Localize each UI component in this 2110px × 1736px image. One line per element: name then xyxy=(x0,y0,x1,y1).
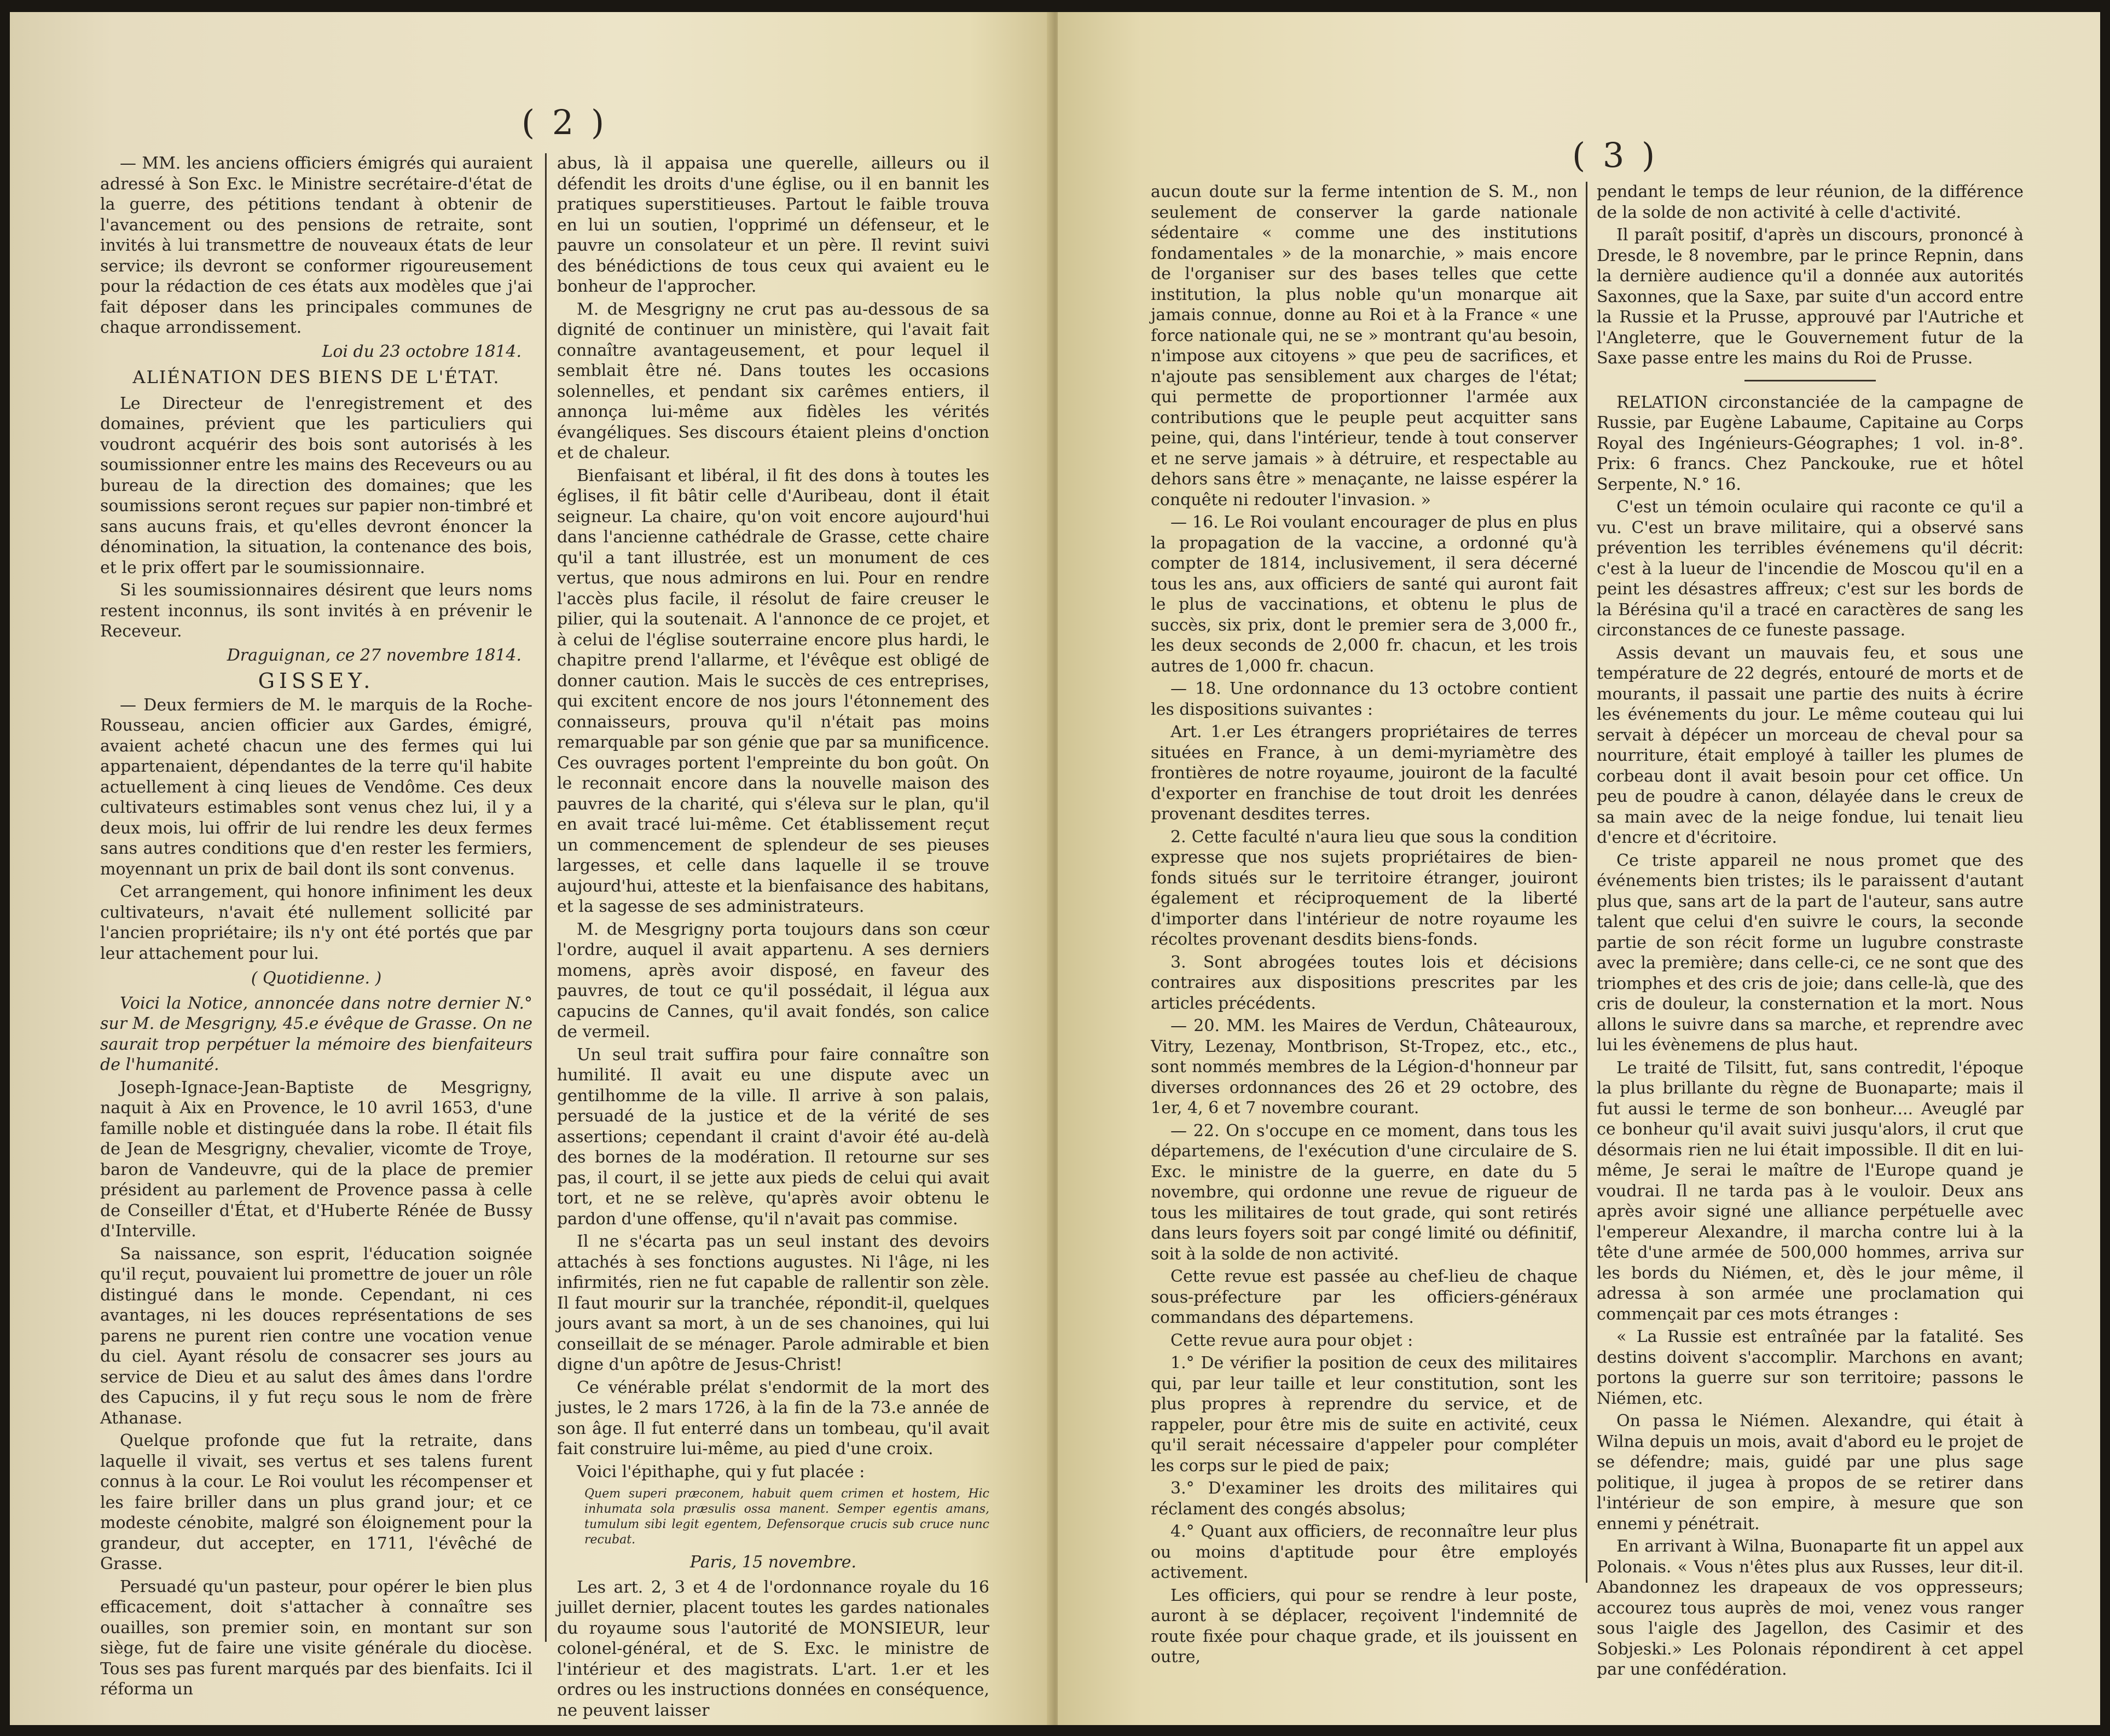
page-number: ( 3 ) xyxy=(1572,135,1659,175)
page-2 xyxy=(10,12,1052,1725)
paragraph: Persuadé qu'un pasteur, pour opérer le bien plus efficacement, doit s'attacher à connaître ses ouailles, son premier soin, en montant sur son siège, fut de faire une visite générale du diocèse. Tous ses pas furent marqués par des bienfaits. Ici il réforma un xyxy=(100,1577,532,1699)
paragraph: 4.° Quant aux officiers, de reconnaître leur plus ou moins d'aptitude pour être employés activement. xyxy=(1151,1522,1578,1582)
page-number: ( 2 ) xyxy=(521,102,608,142)
paragraph: Art. 1.er Les étrangers propriétaires de terres situées en France, à un demi-myriamètre des frontières de notre royaume, jouiront de la faculté d'exporter en franchise de tout droit les denrées provenant desdites terres. xyxy=(1151,722,1578,824)
source-credit: ( Quotidienne. ) xyxy=(251,969,382,988)
paragraph: 2. Cette faculté n'aura lieu que sous la condition expresse que nos sujets propriétaires de bien-fonds situés sur le territoire étranger, jouiront également et réciproquement de la liberté d'importer dans l'intérieur de notre royaume les récoltes provenant desdits biens-fonds. xyxy=(1151,827,1578,949)
section-rule xyxy=(1744,380,1876,381)
paragraph: Voici l'épithaphe, qui y fut placée : xyxy=(577,1462,865,1482)
paragraph: M. de Mesgrigny ne crut pas au-dessous de sa dignité de continuer un ministère, qui l'avait fait connaître avantageusement, et pour lequel il semblait être né. Dans toutes les occasions solennelles, et pendant six carêmes entiers, il annonça lui-même aux fidèles les vérités évangéliques. Ses discours étaient pleins d'onction et de chaleur. xyxy=(557,299,989,462)
paragraph: 3.° D'examiner les droits des militaires qui réclament des congés absolus; xyxy=(1151,1479,1578,1519)
paragraph: — MM. les anciens officiers émigrés qui auraient adressé à Son Exc. le Ministre secrétaire-d'état de la guerre, des pétitions tendant à obtenir de l'avancement ou des pensions de retraite, sont invités à lui transmettre de nouveaux états de leur service; ils devront se conformer rigoureusement pour la rédaction de ces états aux modèles que j'ai fait déposer dans les principales communes de chaque arrondissement. xyxy=(100,154,532,337)
column-4 xyxy=(1597,182,2024,1703)
paragraph: — 18. Une ordonnance du 13 octobre contient les dispositions suivantes : xyxy=(1151,679,1578,719)
dateline: Loi du 23 octobre 1814. xyxy=(322,342,521,361)
paragraph: Si les soumissionnaires désirent que leurs noms restent inconnus, ils sont invités à en prévenir le Receveur. xyxy=(100,581,532,641)
paragraph: Cet arrangement, qui honore infiniment les deux cultivateurs, n'avait été nullement sollicité par l'ancien propriétaire; ils n'y ont été portés que par leur attachement pour lui. xyxy=(100,882,532,963)
newspaper-spread xyxy=(10,12,2100,1725)
book-notice: RELATION circonstanciée de la campagne de Russie, par Eugène Labaume, Capitaine au Corps Royal des Ingénieurs-Géographes; 1 vol. in-8°. Prix: 6 francs. Chez Panckouke, rue et hôtel Serpente, N.° 16. xyxy=(1597,392,2024,494)
paragraph: Les officiers, qui pour se rendre à leur poste, auront à se déplacer, reçoivent l'indemnité de route fixée pour chaque grade, et ils jouissent en outre, xyxy=(1151,1585,1578,1666)
paragraph: — 20. MM. les Maires de Verdun, Châteauroux, Vitry, Lezenay, Montbrison, St-Tropez, etc., etc., sont nommés membres de la Légion-d'honneur par diverses ordonnances des 26 et 29 octobre, des 1er, 4, 6 et 7 novembre courant. xyxy=(1151,1016,1578,1118)
paragraph: — 22. On s'occupe en ce moment, dans tous les départemens, de l'exécution d'une circulaire de S. Exc. le ministre de la guerre, en date du 5 novembre, qui ordonne une revue de rigueur de tous les militaires de tout grade, qui sont retirés dans leurs foyers soit par congé limité ou définitif, soit à la solde de non activité. xyxy=(1151,1121,1578,1264)
paragraph: Assis devant un mauvais feu, et sous une température de 22 degrés, entouré de morts et de mourants, il passait une partie des nuits à écrire les événements du jour. Le même couteau qui lui servait à dépécer un morceau de cheval pour sa nourriture, était employé à tailler les plumes de corbeau dont il avait besoin pour cet office. Un peu de poudre à canon, délayée dans le creux de sa main avec de la neige fondue, lui tenait lieu d'encre et d'écritoire. xyxy=(1597,643,2024,847)
paragraph: Il ne s'écarta pas un seul instant des devoirs attachés à ses fonctions augustes. Ni l'âge, ni les infirmités, rien ne fut capable de rallentir son zèle. Il faut mourir sur la tranchée, répondit-il, quelques jours avant sa mort, à un de ses chanoines, qui lui conseillait de se ménager. Parole admirable et bien digne d'un apôtre de Jesus-Christ! xyxy=(557,1232,989,1374)
column-3 xyxy=(1151,182,1578,1703)
paragraph: Ce vénérable prélat s'endormit de la mort des justes, le 2 mars 1726, à la fin de la 73.e année de son âge. Il fut enterré dans un tombeau, qu'il avait fait construire lui-même, au pied d'une croix. xyxy=(557,1378,989,1459)
paragraph: M. de Mesgrigny porta toujours dans son cœur l'ordre, auquel il avait appartenu. A ses derniers momens, après avoir disposé, en faveur des pauvres, de tout ce qu'il possédait, il légua aux capucins de Cannes, qu'il avait fondés, son calice de vermeil. xyxy=(557,919,989,1041)
paragraph: Le traité de Tilsitt, fut, sans contredit, l'époque la plus brillante du règne de Buonaparte; mais il fut aussi le terme de son bonheur.... Aveuglé par ce bonheur qu'il avait suivi jusqu'alors, il crut que désormais rien ne lui était impossible. Il dit en lui-même, Je serai le maître de l'Europe quand je voudrai. Il ne tarda pas à le vouloir. Deux ans après avoir signé une alliance perpétuelle avec l'empereur Alexandre, il marcha contre lui à la tête d'une armée de 500,000 hommes, arriva sur les bords du Niémen, et, dès le jour même, il adressa à son armée une proclamation qui commençait par ces mots étranges : xyxy=(1597,1058,2024,1324)
paragraph: 1.° De vérifier la position de ceux des militaires qui, par leur taille et leur constitution, sont les plus propres à reprendre du service, et de rappeler, pour être mis de suite en activité, ceux qu'il serait nécessaire d'appeler pour compléter les corps sur le pied de paix; xyxy=(1151,1353,1578,1475)
paragraph: abus, là il appaisa une querelle, ailleurs ou il défendit les droits d'une église, ou il en bannit les pratiques superstitieuses. Partout le faible trouva en lui un soutien, l'opprimé un défenseur, et le pauvre un consolateur et un père. Il revint suivi des bénédictions de tous ceux qui avaient eu le bonheur de l'approcher. xyxy=(557,154,989,296)
column-divider xyxy=(1586,182,1587,1583)
paragraph: C'est un témoin oculaire qui raconte ce qu'il a vu. C'est un brave militaire, qui a observé sans prévention les terribles événemens qu'il décrit: c'est à la lueur de l'incendie de Moscou qu'il en a peint les désastres affreux; c'est sur les bords de la Bérésina qu'il a tracé en caractères de sang les circonstances de ce funeste passage. xyxy=(1597,497,2024,640)
paragraph: Cette revue aura pour objet : xyxy=(1170,1330,1413,1350)
paragraph: Un seul trait suffira pour faire connaître son humilité. Il avait eu une dispute avec un gentilhomme de la ville. Il arrive à son palais, persuadé de la justice et de la vérité de ses assertions; cependant il craint d'avoir été au-delà des bornes de la modération. Il retourne sur ses pas, il court, il se jette aux pieds de celui qui avait tort, et ne se relève, qu'après avoir obtenu le pardon d'une offense, qu'il n'avait pas commise. xyxy=(557,1045,989,1229)
paragraph: 3. Sont abrogées toutes lois et décisions contraires aux dispositions prescrites par les articles précédents. xyxy=(1151,952,1578,1013)
paragraph: Ce triste appareil ne nous promet que des événements bien tristes; ils le paraissent d'autant plus que, sans art de la part de l'auteur, sans autre talent que celui d'en suivre le cours, la seconde partie de son récit forme un lugubre constraste avec la première; dans celle-ci, ce ne sont que des triomphes et des cris de joie; dans celle-là, que des cris de douleur, la consternation et la mort. Nous allons le suivre dans sa marche, et reprendre avec lui les évènemens de plus haut. xyxy=(1597,850,2024,1055)
section-heading: ALIÉNATION DES BIENS DE L'ÉTAT. xyxy=(132,367,500,387)
paragraph: aucun doute sur la ferme intention de S. M., non seulement de conserver la garde nationale sédentaire « comme une des institutions fondamentales » de la monarchie, » mais encore de l'organiser sur des bases telles que cette institution, la plus noble qu'un monarque ait jamais connue, donne au Roi et à la France « une force nationale qui, ne se » montrant qu'au besoin, n'impose aux citoyens » que peu de sacrifices, et n'ajoute pas sensiblement aux charges de l'état; qui permette de proportionner l'armée aux contributions que le peuple peut acquitter sans peine, qui, dans l'intérieur, tende à tout conserver et ne serve jamais » à détruire, et respectable au dehors sans être » menaçante, ne laisse espérer la conquête ni redouter l'invasion. » xyxy=(1151,182,1578,510)
paragraph: On passa le Niémen. Alexandre, qui était à Wilna depuis un mois, avait d'abord eu le projet de se défendre; mais, guidé par une plus sage politique, il jugea à propos de se retirer dans l'intérieur de son empire, à mesure que son ennemi y pénétrait. xyxy=(1597,1411,2024,1534)
paragraph: « La Russie est entraînée par la fatalité. Ses destins doivent s'accomplir. Marchons en avant; portons la guerre sur son territoire; passons le Niémen, etc. xyxy=(1597,1327,2024,1408)
paragraph: — 16. Le Roi voulant encourager de plus en plus la propagation de la vaccine, a ordonné qu'à compter de 1814, inclusivement, il sera décerné tous les ans, aux officiers de santé qui auront fait le plus de vaccinations, et obtenu le plus de succès, six prix, dont le premier sera de 3,000 fr., les deux seconds de 2,000 fr. chacun, et les trois autres de 1,000 fr. chacun. xyxy=(1151,513,1578,676)
paragraph: Joseph-Ignace-Jean-Baptiste de Mesgrigny, naquit à Aix en Provence, le 10 avril 1653, d'une famille noble et distinguée dans la robe. Il était fils de Jean de Mesgrigny, chevalier, vicomte de Troye, baron de Vandeuvre, qui de la place de premier président au parlement de Provence passa à celle de Conseiller d'État, et d'Huberte Rénée de Bussy d'Interville. xyxy=(100,1078,532,1241)
paragraph: Le Directeur de l'enregistrement et des domaines, prévient que les particuliers qui voudront acquérir des bois sont autorisés à les soumissionner entre les mains des Receveurs ou au bureau de la direction des domaines; que les soumissions seront reçues sur papier non-timbré et sans aucuns frais, et qu'elles devront énoncer la dénomination, la situation, la contenance des bois, et le prix offert par le soumissionnaire. xyxy=(100,394,532,577)
paragraph: En arrivant à Wilna, Buonaparte fit un appel aux Polonais. « Vous n'êtes plus aux Russes, leur dit-il. Abandonnez les drapeaux de vos oppresseurs; accourez tous auprès de moi, venez vous ranger sous l'aigle des Jagellon, des Casimir et des Sobjeski.» Les Polonais répondirent à cet appel par une confédération. xyxy=(1597,1537,2024,1679)
paragraph: Il paraît positif, d'après un discours, prononcé à Dresde, le 8 novembre, par le prince Repnin, dans la dernière audience qu'il a donnée aux autorités Saxonnes, que la Saxe, par suite d'un accord entre la Russie et la Prusse, approuvé par l'Autriche et l'Angleterre, que le Gouvernement futur de la Saxe passe entre les mains du Roi de Prusse. xyxy=(1597,225,2024,368)
dateline: Paris, 15 novembre. xyxy=(689,1553,857,1572)
paragraph: Sa naissance, son esprit, l'éducation soignée qu'il reçut, pouvaient lui promettre de jouer un rôle distingué dans le monde. Cependant, ni ces avantages, ni les douces représentations de ses parens ne purent rien contre une vocation venue du ciel. Ayant résolu de consacrer ses jours au service de Dieu et au salut des âmes dans l'ordre des Capucins, il y fut reçu sous le nom de frère Athanase. xyxy=(100,1244,532,1428)
paragraph: Bienfaisant et libéral, il fit des dons à toutes les églises, il fit bâtir celle d'Auribeau, dont il était seigneur. La chaire, qu'on voit encore aujourd'hui dans l'ancienne cathédrale de Grasse, cette chaire qu'il a tant illustrée, est un monument de ces vertus, que nous admirons en lui. Pour en rendre l'accès plus facile, il résolut de faire creuser le pilier, qui la soutenait. A l'annonce de ce projet, et à celui de l'église souterraine encore plus hardi, le chapitre prend l'allarme, et l'évêque est obligé de donner caution. Mais le succès de ces entreprises, qui excitent encore de nos jours l'étonnement des connaisseurs, prouva qu'il n'était pas moins remarquable par son génie que par sa munificence. Ces ouvrages portent l'empreinte du bon goût. On le reconnait encore dans la nouvelle maison des pauvres de la charité, qui s'éleva sur le plan, qu'il en avait tracé lui-même. Cet établissement reçut un commencement de splendeur de ses pieuses largesses, et celle dans laquelle il se trouve aujourd'hui, atteste et la bienfaisance des habitans, et la sagesse de ses administrateurs. xyxy=(557,466,989,916)
column-2 xyxy=(557,153,989,1720)
paragraph: — Deux fermiers de M. le marquis de la Roche-Rousseau, ancien officier aux Gardes, émigré, avaient acheté chacun une des fermes qui lui appartenaient, dépendantes de la terre qu'il habite actuellement à cinq lieues de Vendôme. Ces deux cultivateurs estimables sont venus chez lui, il y a deux mois, lui offrir de lui rendre les deux fermes sans autres conditions que d'en rester les fermiers, moyennant un prix de bail dont ils sont convenus. xyxy=(100,695,532,879)
paragraph: pendant le temps de leur réunion, de la différence de la solde de non activité à celle d'activité. xyxy=(1597,182,2024,222)
latin-epitaph: Quem superi præconem, habuit quem crimen et hostem, Hic inhumata sola præsulis ossa manent. Semper egentis amans, tumulum sibi legit egentem, Defensorque crucis sub cruce nunc recubat. xyxy=(584,1487,989,1547)
paragraph: Cette revue est passée au chef-lieu de chaque sous-préfecture par les officiers-généraux commandans des départemens. xyxy=(1151,1267,1578,1327)
page-3 xyxy=(1058,12,2100,1725)
paragraph: Les art. 2, 3 et 4 de l'ordonnance royale du 16 juillet dernier, placent toutes les gardes nationales du royaume sous l'autorité de MONSIEUR, leur colonel-général, et de S. Exc. le ministre de l'intérieur et des magistrats. L'art. 1.er et les ordres ou les instructions données en conséquence, ne peuvent laisser xyxy=(557,1577,989,1720)
column-divider xyxy=(545,153,547,1642)
paragraph: Quelque profonde que fut la retraite, dans laquelle il vivait, ses vertus et ses talens furent connus à la cour. Le Roi voulut les récompenser et les faire briller dans un plus grand jour; et ce modeste cénobite, malgré son éloignement pour la grandeur, dut accepter, en 1711, l'évêché de Grasse. xyxy=(100,1431,532,1573)
dateline: Draguignan, ce 27 novembre 1814. xyxy=(227,645,521,665)
column-1 xyxy=(100,153,532,1699)
notice-intro: Voici la Notice, annoncée dans notre dernier N.° sur M. de Mesgrigny, 45.e évêque de Grasse. On ne saurait trop perpétuer la mémoire des bienfaiteurs de l'humanité. xyxy=(100,993,532,1074)
signature: GISSEY. xyxy=(258,669,375,693)
